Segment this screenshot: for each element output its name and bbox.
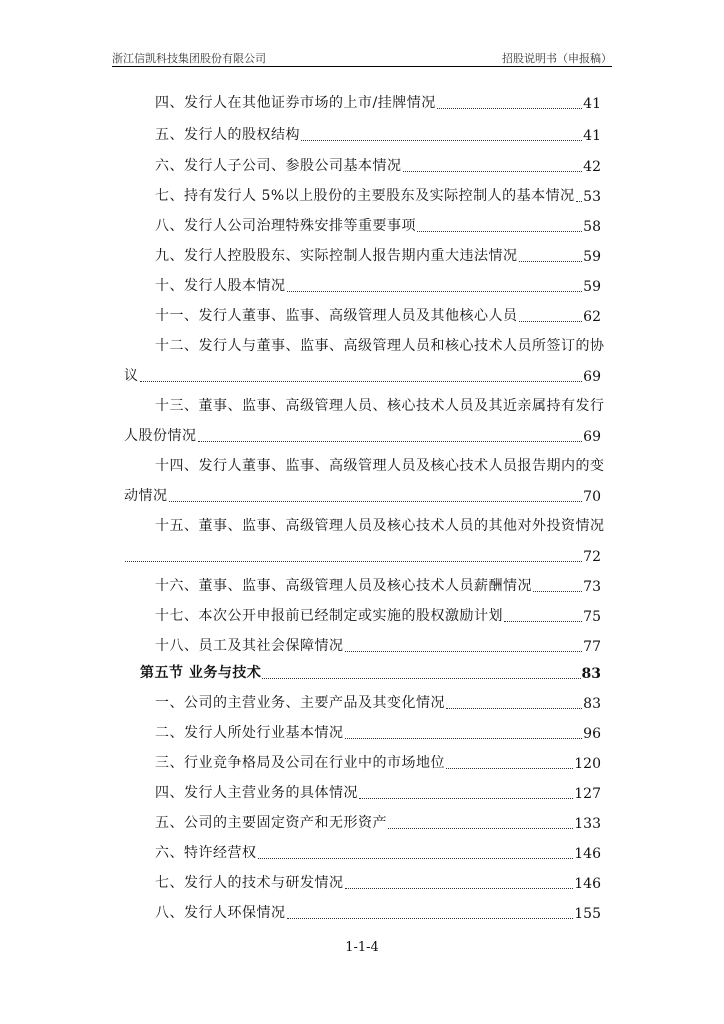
toc-leader <box>287 290 583 292</box>
toc-entry-title: 六、特许经营权 <box>155 845 257 861</box>
toc-entry-page: 70 <box>583 489 601 505</box>
toc-entry-title: 五、公司的主要固定资产和无形资产 <box>155 815 387 831</box>
toc-entry-title: 四、发行人在其他证券市场的上市/挂牌情况 <box>155 95 436 111</box>
toc-entry-title: 四、发行人主营业务的具体情况 <box>155 785 358 801</box>
toc-entry[interactable] <box>155 780 601 802</box>
toc-entry-page: 73 <box>583 579 601 595</box>
header-company: 浙江信凯科技集团股份有限公司 <box>112 52 266 65</box>
toc-entry[interactable] <box>155 750 601 772</box>
toc-entry-page: 41 <box>583 96 601 112</box>
toc-entry-page: 53 <box>583 189 601 205</box>
toc-leader <box>345 650 583 652</box>
toc-entry-title: 六、发行人子公司、参股公司基本情况 <box>155 158 402 174</box>
toc-entry[interactable] <box>155 243 601 265</box>
toc-leader <box>140 380 583 382</box>
toc-leader <box>533 590 582 592</box>
toc-entry[interactable] <box>124 363 601 385</box>
toc-leader <box>576 200 583 202</box>
toc-entry-page: 75 <box>583 609 601 625</box>
toc-leader <box>446 707 582 709</box>
toc-entry[interactable] <box>155 303 601 325</box>
toc-entry-page: 155 <box>574 906 601 922</box>
toc-entry-page: 58 <box>583 219 601 235</box>
toc-entry-title: 八、发行人公司治理特殊安排等重要事项 <box>155 218 416 234</box>
toc-entry-page: 146 <box>574 876 601 892</box>
toc-entry-title: 十八、员工及其社会保障情况 <box>155 638 344 654</box>
toc-entry[interactable] <box>155 900 601 922</box>
toc-entry[interactable] <box>155 840 601 862</box>
toc-leader <box>345 887 574 889</box>
toc-entry-wrapped-first-line[interactable]: 十三、董事、监事、高级管理人员、核心技术人员及其近亲属持有发行 <box>155 398 605 414</box>
toc-entry-page: 77 <box>583 639 601 655</box>
toc-entry[interactable] <box>124 423 601 445</box>
toc-entry-page: 146 <box>574 846 601 862</box>
page-header <box>112 46 612 67</box>
toc-entry[interactable] <box>155 633 601 655</box>
toc-leader <box>437 107 582 109</box>
toc-entry-page: 69 <box>583 429 601 445</box>
toc-leader <box>446 767 573 769</box>
toc-entry-page: 42 <box>583 159 601 175</box>
toc-entry-page: 127 <box>574 786 601 802</box>
toc-entry-title: 十、发行人股本情况 <box>155 278 286 294</box>
toc-entry-title: 九、发行人控股股东、实际控制人报告期内重大违法情况 <box>155 248 518 264</box>
toc-entry[interactable] <box>155 213 601 235</box>
toc-entry-title: 第五节 业务与技术 <box>140 665 262 681</box>
toc-entry[interactable] <box>124 543 601 565</box>
toc-entry-wrapped-first-line[interactable]: 十二、发行人与董事、监事、高级管理人员和核心技术人员所签订的协 <box>155 338 605 354</box>
toc-entry-title: 十一、发行人董事、监事、高级管理人员及其他核心人员 <box>155 308 518 324</box>
toc-entry-page: 69 <box>583 369 601 385</box>
toc-entry-title: 议 <box>124 368 139 384</box>
toc-section-heading[interactable] <box>140 660 601 682</box>
toc-entry[interactable] <box>155 573 601 595</box>
toc-leader <box>417 230 582 232</box>
toc-entry-page: 83 <box>581 666 601 682</box>
toc-entry-page: 133 <box>574 816 601 832</box>
toc-entry[interactable] <box>155 810 601 832</box>
toc-leader <box>359 797 573 799</box>
toc-entry[interactable] <box>155 690 601 712</box>
toc-entry[interactable] <box>155 720 601 742</box>
toc-entry-title: 三、行业竞争格局及公司在行业中的市场地位 <box>155 755 445 771</box>
toc-leader <box>169 500 583 502</box>
toc-entry-wrapped-first-line[interactable]: 十五、董事、监事、高级管理人员及核心技术人员的其他对外投资情况 <box>155 518 605 534</box>
toc-entry-title: 八、发行人环保情况 <box>155 905 286 921</box>
toc-leader <box>287 917 574 919</box>
toc-entry-page: 41 <box>583 128 601 144</box>
page-footer-number: 1-1-4 <box>345 940 379 955</box>
toc-entry[interactable] <box>155 870 601 892</box>
toc-entry[interactable] <box>155 122 601 144</box>
toc-entry[interactable] <box>155 153 601 175</box>
toc-entry[interactable] <box>124 483 601 505</box>
toc-leader <box>262 677 580 679</box>
toc-entry-page: 96 <box>583 726 601 742</box>
toc-entry-page: 62 <box>583 309 601 325</box>
toc-entry-title: 十七、本次公开申报前已经制定或实施的股权激励计划 <box>155 608 503 624</box>
toc-entry-title: 五、发行人的股权结构 <box>155 127 300 143</box>
toc-entry-title: 七、持有发行人 5%以上股份的主要股东及实际控制人的基本情况 <box>155 188 575 204</box>
toc-entry-title: 十六、董事、监事、高级管理人员及核心技术人员薪酬情况 <box>155 578 532 594</box>
toc-entry-page: 59 <box>583 279 601 295</box>
toc-leader <box>519 320 583 322</box>
toc-entry[interactable] <box>155 90 601 112</box>
toc-leader <box>403 170 583 172</box>
toc-entry-title: 动情况 <box>124 488 168 504</box>
toc-entry-title: 二、发行人所处行业基本情况 <box>155 725 344 741</box>
toc-leader <box>388 827 573 829</box>
toc-leader <box>519 260 583 262</box>
toc-entry-title: 七、发行人的技术与研发情况 <box>155 875 344 891</box>
toc-entry[interactable] <box>155 183 601 205</box>
toc-entry[interactable] <box>155 273 601 295</box>
toc-entry-wrapped-first-line[interactable]: 十四、发行人董事、监事、高级管理人员及核心技术人员报告期内的变 <box>155 458 605 474</box>
toc-entry-page: 120 <box>574 756 601 772</box>
toc-entry-title: 一、公司的主营业务、主要产品及其变化情况 <box>155 695 445 711</box>
toc-leader <box>125 560 582 562</box>
toc-entry-page: 83 <box>583 696 601 712</box>
toc-leader <box>345 737 583 739</box>
toc-leader <box>258 857 574 859</box>
toc-entry-page: 59 <box>583 249 601 265</box>
toc-entry-title: 人股份情况 <box>124 428 197 444</box>
toc-leader <box>301 139 582 141</box>
toc-entry-page: 72 <box>583 549 601 565</box>
toc-leader <box>198 440 583 442</box>
toc-leader <box>504 620 582 622</box>
header-doc-type: 招股说明书（申报稿） <box>502 52 612 65</box>
toc-entry[interactable] <box>155 603 601 625</box>
